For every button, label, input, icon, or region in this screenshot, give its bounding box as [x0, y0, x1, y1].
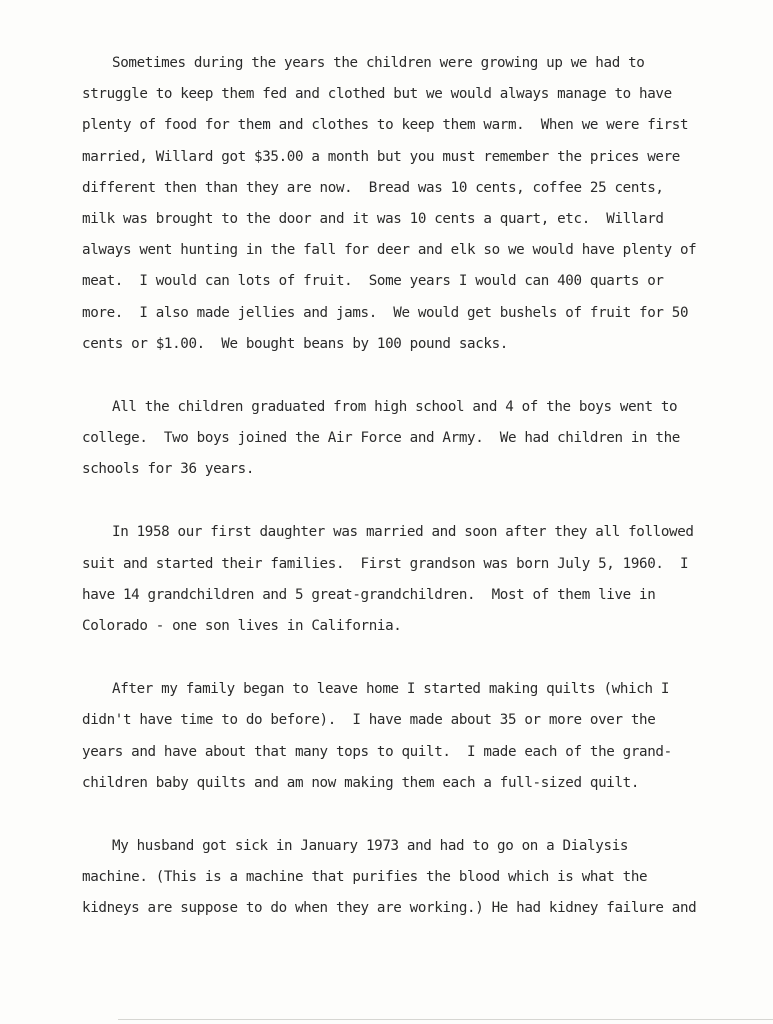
text-line: milk was brought to the door and it was 10 cents a quart, etc. Willard [82, 210, 664, 227]
text-line: My husband got sick in January 1973 and had to go on a Dialysis [112, 837, 629, 854]
text-line: years and have about that many tops to quilt. I made each of the grand- [82, 743, 672, 760]
text-line: Sometimes during the years the children were growing up we had to [112, 55, 645, 71]
text-line: meat. I would can lots of fruit. Some years I would can 400 quarts or [82, 273, 664, 290]
text-line: struggle to keep them fed and clothed but we would always manage to have [82, 86, 672, 103]
paragraph-quilts [82, 674, 702, 799]
text-line: schools for 36 years. [82, 461, 255, 478]
paragraph-food-and-prices [82, 48, 702, 360]
text-line: suit and started their families. First grandson was born July 5, 1960. I [82, 555, 689, 572]
text-line: In 1958 our first daughter was married and soon after they all followed [112, 524, 694, 541]
text-line: Colorado - one son lives in California. [82, 618, 402, 634]
text-line: children baby quilts and am now making them each a full-sized quilt. [82, 774, 640, 791]
text-line: college. Two boys joined the Air Force and Army. We had children in the [82, 430, 680, 447]
paragraph-grandchildren [82, 517, 702, 642]
text-line: always went hunting in the fall for deer and elk so we would have plenty of [82, 242, 697, 259]
typed-text-body [82, 48, 702, 957]
text-line: plenty of food for them and clothes to keep them warm. When we were first [82, 117, 689, 134]
text-line: All the children graduated from high school and 4 of the boys went to [112, 398, 678, 415]
text-line: more. I also made jellies and jams. We would get bushels of fruit for 50 [82, 304, 689, 321]
text-line: have 14 grandchildren and 5 great-grandchildren. Most of them live in [82, 586, 656, 603]
paragraph-dialysis [82, 831, 702, 925]
text-line: married, Willard got $35.00 a month but you must remember the prices were [82, 148, 680, 165]
text-line: kidneys are suppose to do when they are working.) He had kidney failure and [82, 900, 697, 917]
text-line: different then than they are now. Bread was 10 cents, coffee 25 cents, [82, 179, 664, 196]
text-line: cents or $1.00. We bought beans by 100 pound sacks. [82, 335, 508, 352]
text-line: After my family began to leave home I started making quilts (which I [112, 681, 670, 698]
page-bottom-edge [118, 1019, 773, 1020]
text-line: didn't have time to do before). I have made about 35 or more over the [82, 712, 656, 729]
text-line: machine. (This is a machine that purifies the blood which is what the [82, 869, 648, 886]
paragraph-education [82, 392, 702, 486]
